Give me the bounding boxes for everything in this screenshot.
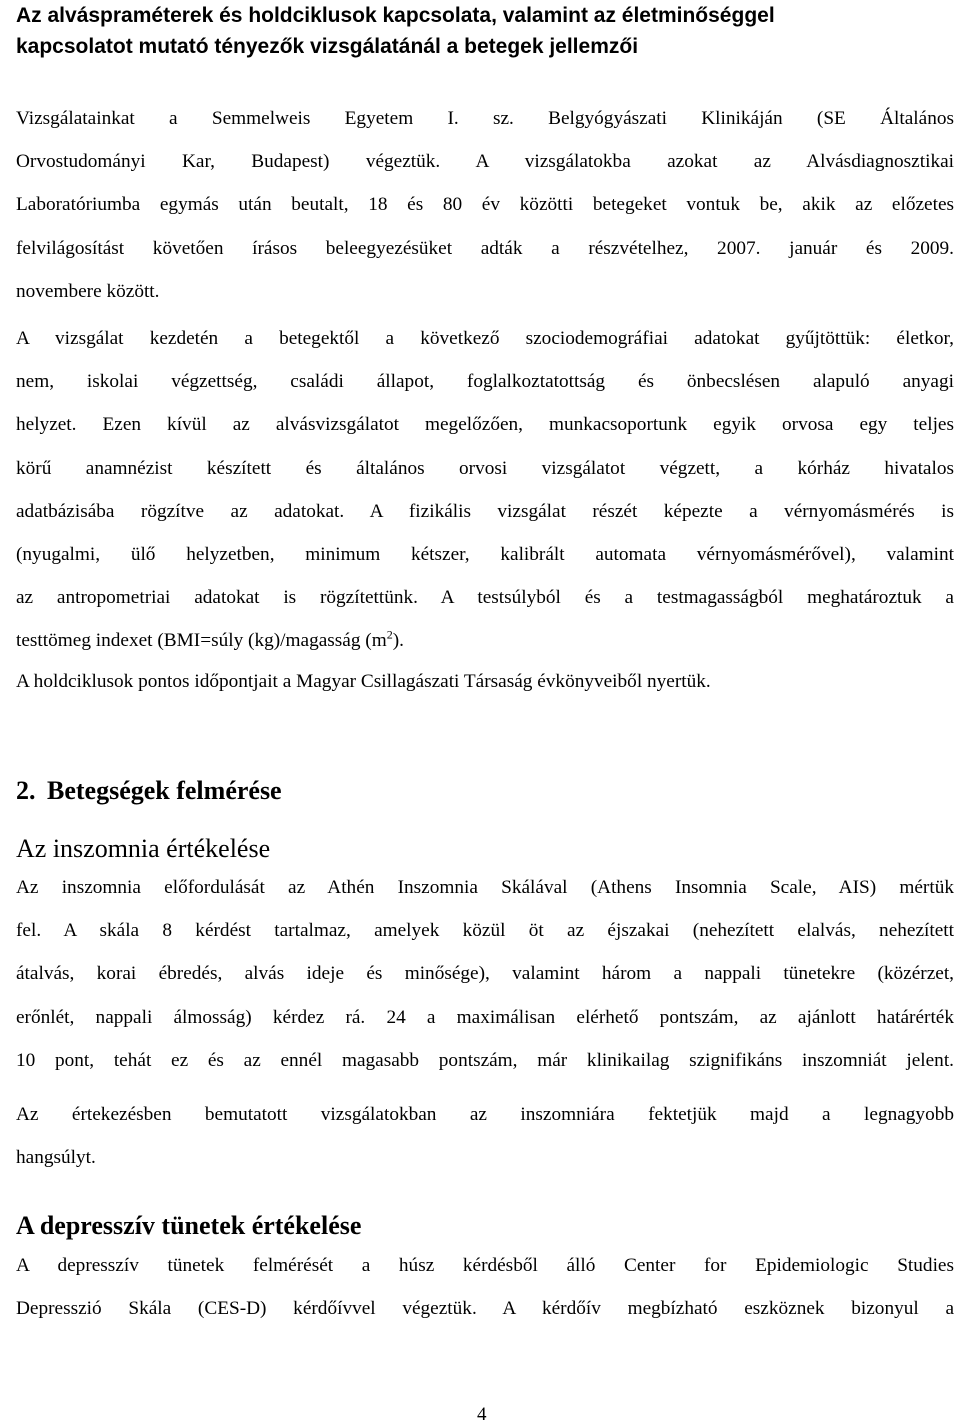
text-line: körű anamnézist készített és általános orvosi vizsgálatot végzett, a kórház hivatalos xyxy=(16,457,954,479)
depression-heading: A depresszív tünetek értékelése xyxy=(16,1211,362,1240)
bmi-text-end: ). xyxy=(392,630,404,652)
paragraph-data-collection xyxy=(16,317,954,663)
text-line: Az értekezésben bemutatott vizsgálatokban az inszomniára fektetjük majd a legnagyobb xyxy=(16,1104,954,1125)
text-line: felvilágosítást követően írásos beleegyezésüket adták a részvételhez, 2007. január és 2009. xyxy=(16,237,954,259)
heading-line-2: kapcsolatot mutató tényezők vizsgálatánál a betegek jellemzői xyxy=(16,35,639,58)
text-line: A holdciklusok pontos időpontjait a Magyar Csillagászati Társaság évkönyveiből nyertük. xyxy=(16,671,711,692)
text-line: erőnlét, nappali álmosság) kérdez rá. 24 a maximálisan elérhető pontszám, az ajánlott határérték xyxy=(16,1006,954,1028)
text-line: A vizsgálat kezdetén a betegektől a következő szociodemográfiai adatokat gyűjtöttük: életkor, xyxy=(16,328,954,349)
text-line: hangsúlyt. xyxy=(16,1147,96,1169)
text-line: novembere között. xyxy=(16,280,160,302)
paragraph-study-setting xyxy=(16,97,954,313)
text-line-bmi xyxy=(16,619,954,662)
paragraph-insomnia xyxy=(16,866,954,1082)
text-line: Orvostudományi Kar, Budapest) végeztük. A vizsgálatokba azokat az Alvásdiagnosztikai xyxy=(16,151,954,173)
text-line: Depresszió Skála (CES-D) kérdőívvel végeztük. A kérdőív megbízható eszköznek bizonyul a xyxy=(16,1298,954,1320)
text-line: fel. A skála 8 kérdést tartalmaz, amelyek közül öt az éjszakai (nehezített elalvás, nehezített xyxy=(16,920,954,942)
text-line: Laboratóriumba egymás után beutalt, 18 és 80 év közötti betegeket vontuk be, akik az előzetes xyxy=(16,194,954,216)
superscript: 2 xyxy=(386,628,393,642)
text-line: A depresszív tünetek felmérését a húsz kérdésből álló Center for Epidemiologic Studies xyxy=(16,1255,954,1276)
section-number: 2. xyxy=(16,776,36,805)
paragraph-insomnia-focus xyxy=(16,1093,954,1179)
text-line: Az inszomnia előfordulását az Athén Inszomnia Skálával (Athens Insomnia Scale, AIS) mértük xyxy=(16,877,954,898)
text-line: helyzet. Ezen kívül az alvásvizsgálatot megelőzően, munkacsoportunk egyik orvosa egy teljes xyxy=(16,414,954,436)
text-line: nem, iskolai végzettség, családi állapot, foglalkoztatottság és önbecslésen alapuló anyagi xyxy=(16,371,954,393)
paragraph-moon-cycles xyxy=(16,660,954,703)
insomnia-heading: Az inszomnia értékelése xyxy=(16,834,271,863)
text-line: (nyugalmi, ülő helyzetben, minimum kétszer, kalibrált automata vérnyomásmérővel), valamint xyxy=(16,544,954,566)
section-title: Betegségek felmérése xyxy=(47,776,282,805)
text-line: az antropometriai adatokat is rögzítettünk. A testsúlyból és a testmagasságból meghatároztuk a xyxy=(16,587,954,609)
text-line: adatbázisába rögzítve az adatokat. A fizikális vizsgálat részét képezte a vérnyomásmérés is xyxy=(16,500,954,522)
heading-line-1: Az alváspraméterek és holdciklusok kapcsolata, valamint az életminőséggel xyxy=(16,4,775,27)
text-line: Vizsgálatainkat a Semmelweis Egyetem I. sz. Belgyógyászati Klinikáján (SE Általános xyxy=(16,108,954,129)
paragraph-depression xyxy=(16,1244,954,1330)
page-number: 4 xyxy=(477,1404,487,1425)
bmi-text: testtömeg indexet (BMI=súly (kg)/magasság (m xyxy=(16,630,387,652)
text-line: átalvás, korai ébredés, alvás ideje és minősége), valamint három a nappali tünetekre (közérzet, xyxy=(16,963,954,985)
text-line: 10 pont, tehát ez és az ennél magasabb pontszám, már klinikailag szignifikáns inszomniát jelent. xyxy=(16,1049,954,1071)
